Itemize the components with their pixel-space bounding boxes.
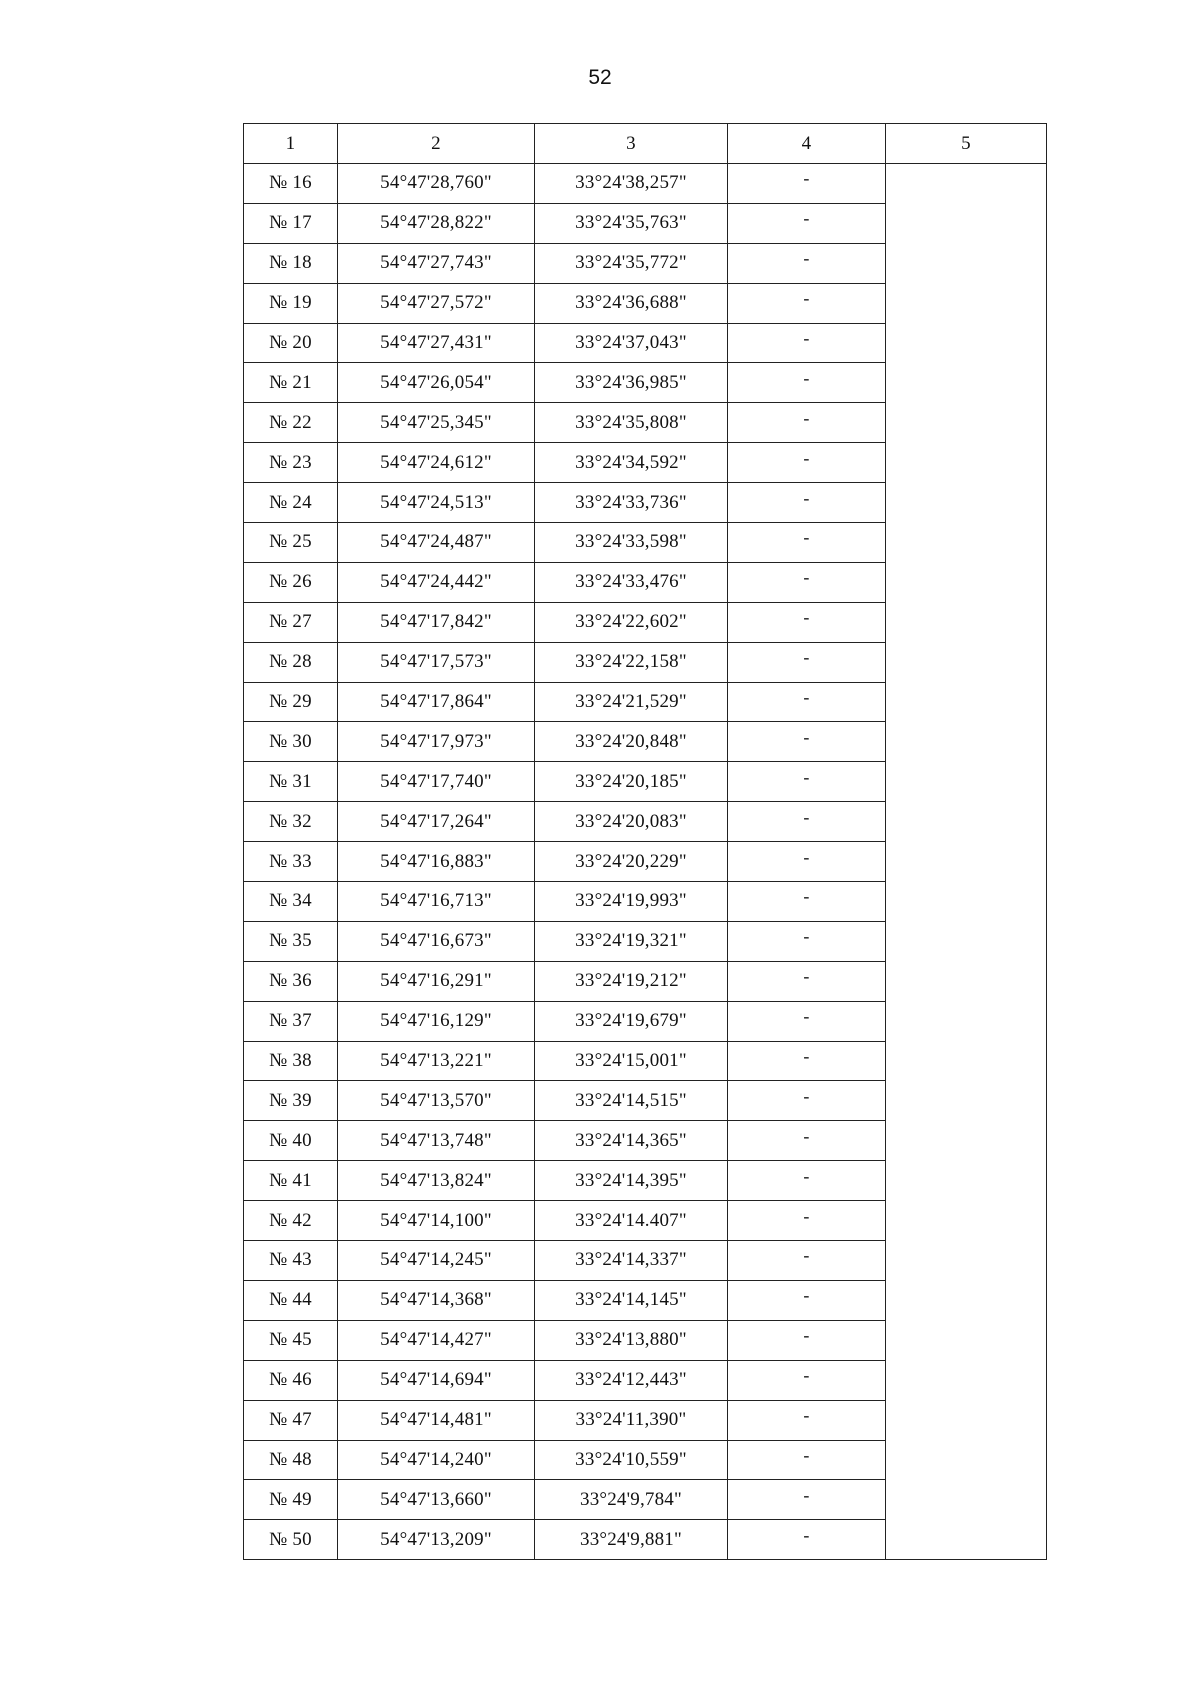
longitude-cell: 33°24'38,257" [535,164,728,204]
column-4-cell-value: - [803,886,810,907]
longitude-cell: 33°24'20,229" [535,842,728,882]
latitude-cell: 54°47'28,760" [338,164,535,204]
column-4-cell [728,1201,886,1241]
column-4-cell [728,882,886,922]
latitude-cell: 54°47'27,743" [338,243,535,283]
latitude-cell: 54°47'26,054" [338,363,535,403]
column-4-cell-value: - [803,1046,810,1067]
point-number-cell: № 46 [244,1360,338,1400]
column-4-cell [728,921,886,961]
page-number: 52 [588,66,612,89]
latitude-cell: 54°47'14,694" [338,1360,535,1400]
longitude-cell: 33°24'14,515" [535,1081,728,1121]
column-4-cell-value: - [803,1444,810,1465]
longitude-cell: 33°24'19,679" [535,1001,728,1041]
latitude-cell: 54°47'27,431" [338,323,535,363]
column-4-cell-value: - [803,407,810,428]
coordinates-table [243,123,1047,1560]
latitude-cell: 54°47'14,481" [338,1400,535,1440]
column-4-cell [728,1081,886,1121]
longitude-cell: 33°24'33,476" [535,562,728,602]
column-4-cell [728,483,886,523]
column-4-cell [728,1320,886,1360]
longitude-cell: 33°24'14.407" [535,1201,728,1241]
longitude-cell: 33°24'19,212" [535,961,728,1001]
column-4-cell-value: - [803,1484,810,1505]
column-5-cell [886,164,1047,1560]
point-number-cell: № 22 [244,403,338,443]
column-4-cell-value: - [803,208,810,229]
latitude-cell: 54°47'13,209" [338,1520,535,1560]
column-4-cell-value: - [803,846,810,867]
point-number-cell: № 20 [244,323,338,363]
latitude-cell: 54°47'24,513" [338,483,535,523]
latitude-cell: 54°47'13,660" [338,1480,535,1520]
point-number-cell: № 16 [244,164,338,204]
latitude-cell: 54°47'16,883" [338,842,535,882]
column-4-cell [728,243,886,283]
point-number-cell: № 44 [244,1280,338,1320]
column-4-cell [728,1440,886,1480]
latitude-cell: 54°47'27,572" [338,283,535,323]
point-number-cell: № 49 [244,1480,338,1520]
point-number-cell: № 24 [244,483,338,523]
longitude-cell: 33°24'15,001" [535,1041,728,1081]
latitude-cell: 54°47'13,221" [338,1041,535,1081]
column-4-cell [728,1041,886,1081]
column-4-cell-value: - [803,726,810,747]
longitude-cell: 33°24'34,592" [535,443,728,483]
point-number-cell: № 48 [244,1440,338,1480]
longitude-cell: 33°24'9,784" [535,1480,728,1520]
column-4-cell-value: - [803,1165,810,1186]
column-4-cell [728,203,886,243]
point-number-cell: № 21 [244,363,338,403]
latitude-cell: 54°47'17,842" [338,602,535,642]
point-number-cell: № 36 [244,961,338,1001]
latitude-cell: 54°47'17,573" [338,642,535,682]
point-number-cell: № 35 [244,921,338,961]
column-4-cell-value: - [803,806,810,827]
column-4-cell [728,682,886,722]
point-number-cell: № 45 [244,1320,338,1360]
latitude-cell: 54°47'14,100" [338,1201,535,1241]
column-4-cell [728,164,886,204]
column-4-cell-value: - [803,367,810,388]
longitude-cell: 33°24'19,993" [535,882,728,922]
column-4-cell-value: - [803,1325,810,1346]
latitude-cell: 54°47'25,345" [338,403,535,443]
longitude-cell: 33°24'20,185" [535,762,728,802]
column-4-cell [728,802,886,842]
latitude-cell: 54°47'17,973" [338,722,535,762]
point-number-cell: № 42 [244,1201,338,1241]
column-4-cell [728,283,886,323]
longitude-cell: 33°24'22,158" [535,642,728,682]
latitude-cell: 54°47'24,442" [338,562,535,602]
longitude-cell: 33°24'33,736" [535,483,728,523]
column-4-cell-value: - [803,966,810,987]
column-4-cell [728,363,886,403]
column-4-cell [728,1400,886,1440]
column-4-cell [728,562,886,602]
point-number-cell: № 37 [244,1001,338,1041]
latitude-cell: 54°47'16,713" [338,882,535,922]
latitude-cell: 54°47'24,487" [338,523,535,563]
latitude-cell: 54°47'13,824" [338,1161,535,1201]
longitude-cell: 33°24'35,772" [535,243,728,283]
column-4-cell-value: - [803,607,810,628]
latitude-cell: 54°47'28,822" [338,203,535,243]
column-4-cell-value: - [803,447,810,468]
column-4-cell-value: - [803,926,810,947]
column-4-cell [728,1360,886,1400]
longitude-cell: 33°24'22,602" [535,602,728,642]
header-col-3: 3 [535,124,728,164]
header-col-5: 5 [886,124,1047,164]
column-4-cell-value: - [803,1365,810,1386]
latitude-cell: 54°47'16,129" [338,1001,535,1041]
column-4-cell-value: - [803,687,810,708]
latitude-cell: 54°47'17,740" [338,762,535,802]
longitude-cell: 33°24'14,337" [535,1241,728,1281]
point-number-cell: № 23 [244,443,338,483]
column-4-cell [728,1520,886,1560]
column-4-cell-value: - [803,168,810,189]
column-4-cell [728,1241,886,1281]
column-4-cell-value: - [803,1245,810,1266]
point-number-cell: № 40 [244,1121,338,1161]
column-4-cell [728,443,886,483]
header-col-1: 1 [244,124,338,164]
longitude-cell: 33°24'14,395" [535,1161,728,1201]
longitude-cell: 33°24'11,390" [535,1400,728,1440]
point-number-cell: № 17 [244,203,338,243]
point-number-cell: № 47 [244,1400,338,1440]
longitude-cell: 33°24'14,145" [535,1280,728,1320]
column-4-cell-value: - [803,1125,810,1146]
latitude-cell: 54°47'13,570" [338,1081,535,1121]
column-4-cell-value: - [803,288,810,309]
longitude-cell: 33°24'33,598" [535,523,728,563]
latitude-cell: 54°47'14,427" [338,1320,535,1360]
point-number-cell: № 19 [244,283,338,323]
column-4-cell [728,523,886,563]
point-number-cell: № 31 [244,762,338,802]
point-number-cell: № 41 [244,1161,338,1201]
column-4-cell [728,403,886,443]
latitude-cell: 54°47'13,748" [338,1121,535,1161]
point-number-cell: № 43 [244,1241,338,1281]
column-4-cell-value: - [803,567,810,588]
longitude-cell: 33°24'20,848" [535,722,728,762]
longitude-cell: 33°24'36,688" [535,283,728,323]
column-4-cell [728,642,886,682]
table-header [244,124,1047,164]
table-row [244,164,1047,204]
longitude-cell: 33°24'14,365" [535,1121,728,1161]
point-number-cell: № 18 [244,243,338,283]
point-number-cell: № 39 [244,1081,338,1121]
point-number-cell: № 26 [244,562,338,602]
longitude-cell: 33°24'20,083" [535,802,728,842]
latitude-cell: 54°47'17,264" [338,802,535,842]
column-4-cell [728,961,886,1001]
longitude-cell: 33°24'35,763" [535,203,728,243]
point-number-cell: № 33 [244,842,338,882]
longitude-cell: 33°24'19,321" [535,921,728,961]
column-4-cell-value: - [803,1085,810,1106]
longitude-cell: 33°24'9,881" [535,1520,728,1560]
column-4-cell-value: - [803,1524,810,1545]
column-4-cell-value: - [803,1006,810,1027]
column-4-cell-value: - [803,1205,810,1226]
latitude-cell: 54°47'16,291" [338,961,535,1001]
point-number-cell: № 25 [244,523,338,563]
longitude-cell: 33°24'10,559" [535,1440,728,1480]
table-body [244,164,1047,1560]
latitude-cell: 54°47'16,673" [338,921,535,961]
column-4-cell-value: - [803,487,810,508]
column-4-cell-value: - [803,766,810,787]
header-col-4: 4 [728,124,886,164]
column-4-cell [728,1161,886,1201]
column-4-cell [728,323,886,363]
point-number-cell: № 34 [244,882,338,922]
latitude-cell: 54°47'17,864" [338,682,535,722]
column-4-cell-value: - [803,1405,810,1426]
column-4-cell [728,602,886,642]
point-number-cell: № 28 [244,642,338,682]
longitude-cell: 33°24'37,043" [535,323,728,363]
longitude-cell: 33°24'21,529" [535,682,728,722]
latitude-cell: 54°47'14,245" [338,1241,535,1281]
latitude-cell: 54°47'24,612" [338,443,535,483]
column-4-cell-value: - [803,1285,810,1306]
column-4-cell [728,1480,886,1520]
latitude-cell: 54°47'14,240" [338,1440,535,1480]
header-row [244,124,1047,164]
latitude-cell: 54°47'14,368" [338,1280,535,1320]
column-4-cell-value: - [803,248,810,269]
point-number-cell: № 30 [244,722,338,762]
longitude-cell: 33°24'36,985" [535,363,728,403]
header-col-2: 2 [338,124,535,164]
column-4-cell [728,1121,886,1161]
column-4-cell [728,842,886,882]
column-4-cell-value: - [803,647,810,668]
column-4-cell [728,722,886,762]
point-number-cell: № 32 [244,802,338,842]
column-4-cell [728,1280,886,1320]
longitude-cell: 33°24'35,808" [535,403,728,443]
column-4-cell [728,1001,886,1041]
column-4-cell-value: - [803,328,810,348]
point-number-cell: № 27 [244,602,338,642]
point-number-cell: № 50 [244,1520,338,1560]
column-4-cell-value: - [803,527,810,548]
longitude-cell: 33°24'13,880" [535,1320,728,1360]
column-4-cell [728,762,886,802]
point-number-cell: № 29 [244,682,338,722]
point-number-cell: № 38 [244,1041,338,1081]
longitude-cell: 33°24'12,443" [535,1360,728,1400]
